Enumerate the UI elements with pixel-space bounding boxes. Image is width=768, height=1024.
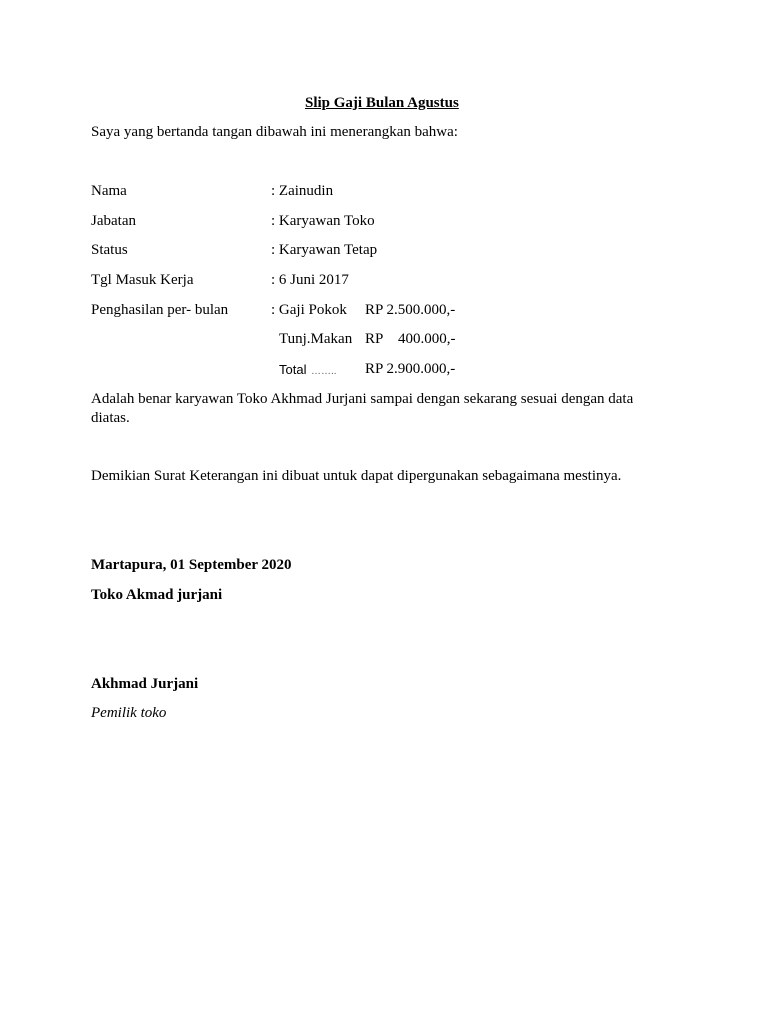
company-name: Toko Akmad jurjani — [91, 587, 223, 603]
field-value-status: : Karyawan Tetap — [271, 242, 378, 258]
document-title: Slip Gaji Bulan Agustus — [305, 95, 459, 111]
field-label-jabatan: Jabatan — [91, 213, 136, 229]
tunj-makan-amount: 400.000,- — [398, 331, 456, 347]
total-label: Total — [279, 362, 307, 377]
field-value-nama: : Zainudin — [271, 183, 334, 199]
field-value-gaji-pokok-label: : Gaji Pokok — [271, 302, 347, 318]
signer-role: Pemilik toko — [91, 705, 167, 721]
field-value-tgl-masuk: : 6 Juni 2017 — [271, 272, 349, 288]
total-dots: …….. — [311, 366, 337, 377]
field-label-tgl-masuk: Tgl Masuk Kerja — [91, 272, 194, 288]
total-amount: RP 2.900.000,- — [365, 361, 456, 377]
statement-line-1: Adalah benar karyawan Toko Akhmad Jurjani sampai dengan sekarang sesuai dengan data — [91, 391, 634, 407]
statement-line-2: diatas. — [91, 410, 130, 426]
tunj-makan-currency: RP — [365, 331, 384, 347]
field-label-penghasilan: Penghasilan per- bulan — [91, 302, 229, 318]
gaji-pokok-amount: RP 2.500.000,- — [365, 302, 456, 318]
tunj-makan-label: Tunj.Makan — [279, 331, 353, 347]
place-date: Martapura, 01 September 2020 — [91, 557, 292, 573]
signer-name: Akhmad Jurjani — [91, 676, 199, 692]
closing-text: Demikian Surat Keterangan ini dibuat untuk dapat dipergunakan sebagaimana mestinya. — [91, 468, 622, 484]
field-label-nama: Nama — [91, 183, 127, 199]
intro-text: Saya yang bertanda tangan dibawah ini menerangkan bahwa: — [91, 124, 458, 140]
field-value-jabatan: : Karyawan Toko — [271, 213, 375, 229]
field-label-status: Status — [91, 242, 128, 258]
